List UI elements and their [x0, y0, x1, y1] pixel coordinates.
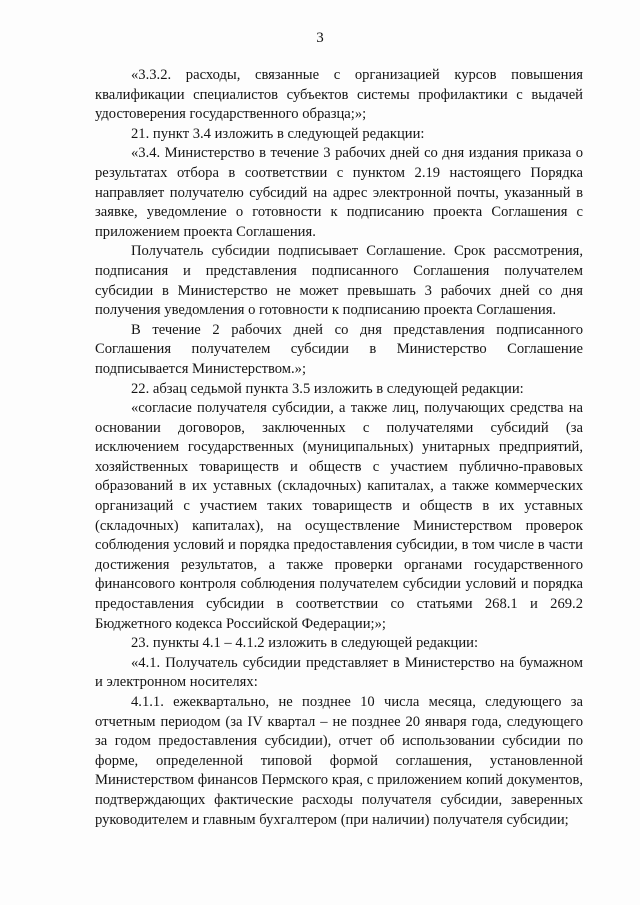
paragraph-signing: Получатель субсидии подписывает Соглашение. Срок рассмотрения, подписания и представления подписанного Соглашения получателем субсидии в Министерство не может превышать 3 рабочих дней со дня получения уведомления о готовности к подписанию проекта Соглашения. [95, 243, 583, 319]
paragraph-3-3-2: «3.3.2. расходы, связанные с организацией курсов повышения квалификации специалистов субъектов системы профилактики с выдачей удостоверения государственного образца;»; [95, 67, 583, 123]
paragraph-4-1: «4.1. Получатель субсидии представляет в Министерство на бумажном и электронном носителях: [95, 654, 583, 691]
paragraph-3-4: «3.4. Министерство в течение 3 рабочих дней со дня издания приказа о результатах отбора в соответствии с пунктом 2.19 настоящего Порядка направляет получателю субсидий на адрес электронной почты, указанный в заявке, уведомление о готовности к подписанию проекта Соглашения с приложением проекта Соглашения. [95, 145, 583, 240]
document-body [95, 66, 583, 830]
page-number: 3 [316, 30, 324, 46]
paragraph-ministry-signing: В течение 2 рабочих дней со дня представления подписанного Соглашения получателем субсидии в Министерство Соглашение подписывается Министерством.»; [95, 321, 583, 377]
paragraph-4-1-1: 4.1.1. ежеквартально, не позднее 10 числа месяца, следующего за отчетным периодом (за IV квартал – не позднее 20 января года, следующего за годом предоставления субсидии), отчет об использовании субсидии по форме, определенной типовой формой соглашения, установленной Министерством финансов Пермского края, с приложением копий документов, подтверждающих фактические расходы получателя субсидии, заверенных руководителем и главным бухгалтером (при наличии) получателя субсидии; [95, 694, 583, 828]
paragraph-item-21: 21. пункт 3.4 изложить в следующей редакции: [131, 125, 425, 142]
paragraph-item-23: 23. пункты 4.1 – 4.1.2 изложить в следующей редакции: [131, 635, 479, 652]
paragraph-item-22: 22. абзац седьмой пункта 3.5 изложить в следующей редакции: [131, 380, 524, 397]
paragraph-consent: «согласие получателя субсидии, а также лиц, получающих средства на основании договоров, заключенных с получателями субсидий (за исключением государственных (муниципальных) унитарных предприятий, хозяйственных товариществ и обществ с участием публично-правовых образований в их уставных (складочных) капиталах, а также коммерческих организаций с участием таких товариществ и обществ в их уставных (складочных) капиталах), на осуществление Министерством проверок соблюдения условий и порядка предоставления субсидии, в том числе в части достижения результатов, а также проверки органами государственного финансового контроля соблюдения получателем субсидии условий и порядка предоставления субсидии в соответствии со статьями 268.1 и 269.2 Бюджетного кодекса Российской Федерации;»; [95, 400, 583, 632]
